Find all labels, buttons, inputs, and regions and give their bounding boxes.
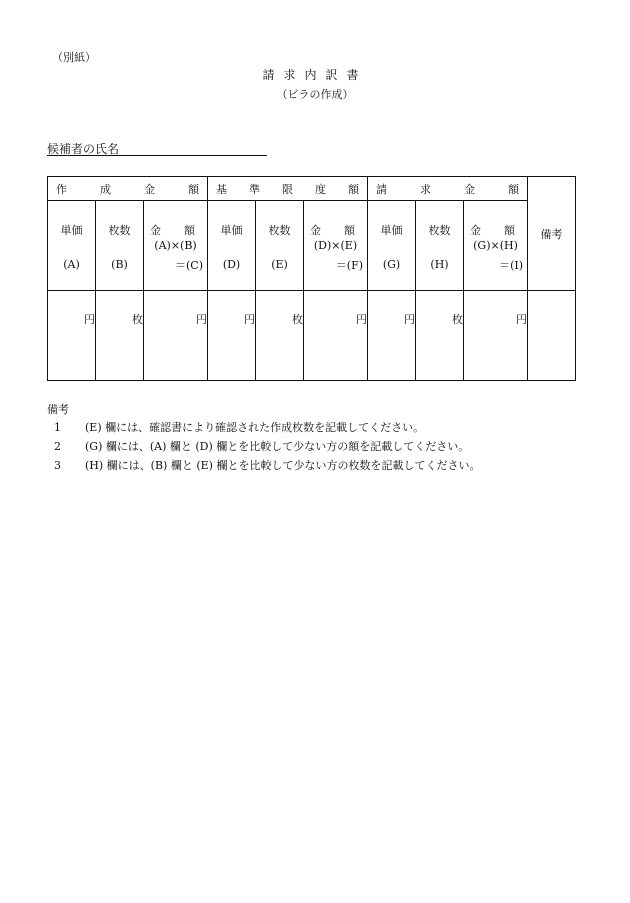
notes-heading: 備考	[47, 403, 69, 416]
note-item-2: 2 (G) 欄には、(A) 欄と (D) 欄とを比較して少ない方の額を記載してください。	[54, 440, 470, 453]
document-title: 請求内訳書	[262, 68, 368, 82]
note-item-1: 1 (E) 欄には、確認書により確認された作成枚数を記載してください。	[54, 421, 425, 434]
unit-cell-e[interactable]: 枚	[256, 291, 304, 381]
group-header-char: 作	[56, 182, 67, 196]
candidate-name-underline	[47, 155, 267, 156]
document-subtitle: （ビラの作成）	[276, 88, 354, 101]
subheader-quantity-h: 枚数 (H)	[416, 201, 464, 291]
subheader-amount-f: 金 額 (D)×(E) ＝(F)	[304, 201, 368, 291]
group-header-char: 成	[100, 182, 111, 196]
group-header-char: 限	[282, 182, 294, 196]
group-header-char: 金	[464, 182, 476, 196]
group-header-char: 請	[376, 182, 388, 196]
unit-cell-f[interactable]: 円	[304, 291, 368, 381]
subheader-quantity-b: 枚数 (B)	[96, 201, 144, 291]
group-header-claim	[368, 177, 528, 201]
remarks-cell[interactable]	[528, 291, 576, 381]
unit-cell-h[interactable]: 枚	[416, 291, 464, 381]
subheader-quantity-e: 枚数 (E)	[256, 201, 304, 291]
group-header-limit	[208, 177, 368, 201]
note-item-3: 3 (H) 欄には、(B) 欄と (E) 欄とを比較して少ない方の枚数を記載してください。	[54, 459, 481, 472]
group-header-production	[48, 177, 208, 201]
subheader-amount-i: 金 額 (G)×(H) ＝(I)	[464, 201, 528, 291]
group-header-char: 基	[216, 182, 228, 196]
group-header-char: 求	[420, 182, 432, 196]
unit-cell-i[interactable]: 円	[464, 291, 528, 381]
unit-cell-d[interactable]: 円	[208, 291, 256, 381]
candidate-name-label: 候補者の氏名	[47, 142, 120, 156]
unit-cell-c[interactable]: 円	[144, 291, 208, 381]
subheader-unit-price-g: 単価 (G)	[368, 201, 416, 291]
subheader-amount-c: 金 額 (A)×(B) ＝(C)	[144, 201, 208, 291]
group-header-char: 額	[508, 182, 520, 196]
group-header-char: 額	[348, 182, 360, 196]
unit-cell-g[interactable]: 円	[368, 291, 416, 381]
group-header-char: 準	[249, 182, 261, 196]
subheader-unit-price-d: 単価 (D)	[208, 201, 256, 291]
attachment-tag: （別紙）	[52, 51, 96, 64]
group-header-char: 金	[144, 182, 155, 196]
group-header-char: 度	[315, 182, 327, 196]
unit-cell-b[interactable]: 枚	[96, 291, 144, 381]
breakdown-table	[47, 176, 576, 381]
subheader-unit-price-a: 単価 (A)	[48, 201, 96, 291]
unit-cell-a[interactable]: 円	[48, 291, 96, 381]
group-header-char: 額	[188, 182, 199, 196]
remarks-header: 備考	[528, 177, 576, 291]
